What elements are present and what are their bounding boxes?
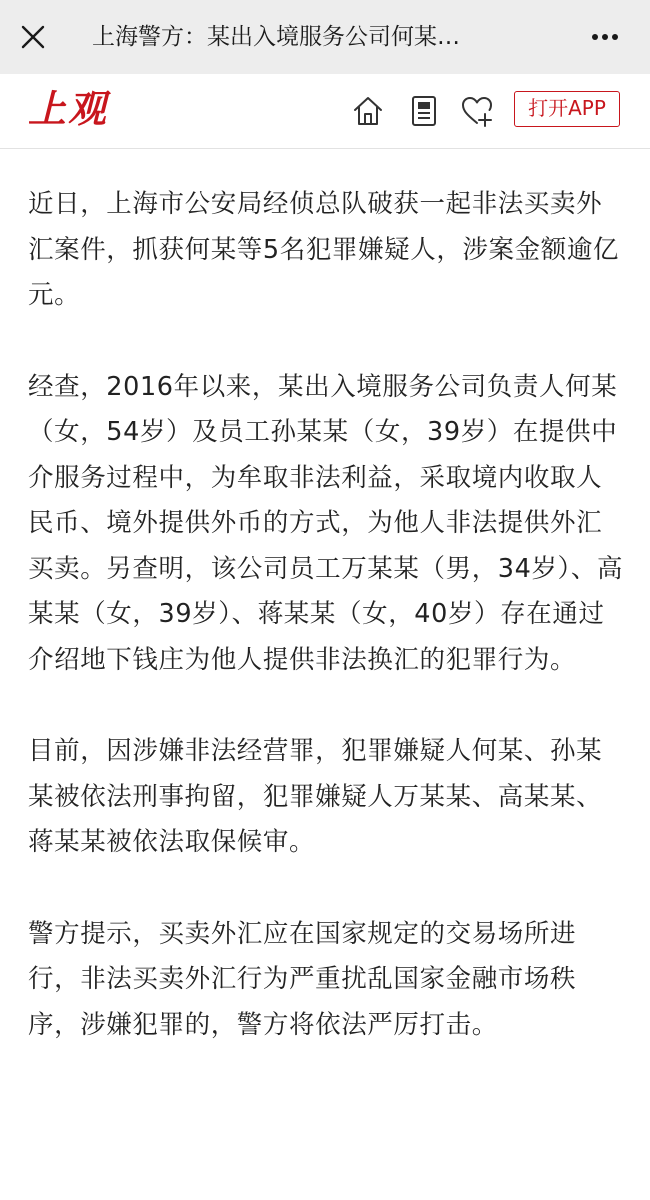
site-logo[interactable]: 上观 (28, 86, 109, 131)
open-app-button[interactable]: 打开APP (514, 91, 620, 127)
article-paragraph-1: 近日，上海市公安局经侦总队破获一起非法买卖外汇案件，抓获何某等5名犯罪嫌疑人，涉案金额逾亿元。 (28, 189, 620, 310)
article-icon[interactable] (408, 94, 442, 128)
close-icon[interactable] (18, 22, 48, 52)
article-paragraph-3: 目前，因涉嫌非法经营罪，犯罪嫌疑人何某、孙某某被依法刑事拘留，犯罪嫌疑人万某某、高某某、蒋某某被依法取保候审。 (28, 736, 603, 857)
page-title: 上海警方：某出入境服务公司何某… (92, 24, 460, 50)
article-paragraph-4: 警方提示，买卖外汇应在国家规定的交易场所进行，非法买卖外汇行为严重扰乱国家金融市场秩序，涉嫌犯罪的，警方将依法严厉打击。 (28, 918, 577, 1040)
top-navigation-bar (0, 0, 650, 74)
heart-plus-icon[interactable] (460, 94, 494, 128)
more-dots-icon[interactable] (588, 22, 622, 52)
site-header (0, 74, 650, 149)
article-body (28, 182, 626, 1094)
home-icon[interactable] (351, 94, 385, 128)
article-paragraph-2: 经查，2016年以来，某出入境服务公司负责人何某（女，54岁）及员工孙某某（女，39岁）在提供中介服务过程中，为牟取非法利益，采取境内收取人民币、境外提供外币的方式，为他人非法提供外汇买卖。另查明，该公司员工万某某（男，34岁）、高某某（女，39岁）、蒋某某（女，40岁）存在通过介绍地下钱庄为他人提供非法换汇的犯罪行为。 (28, 371, 624, 675)
